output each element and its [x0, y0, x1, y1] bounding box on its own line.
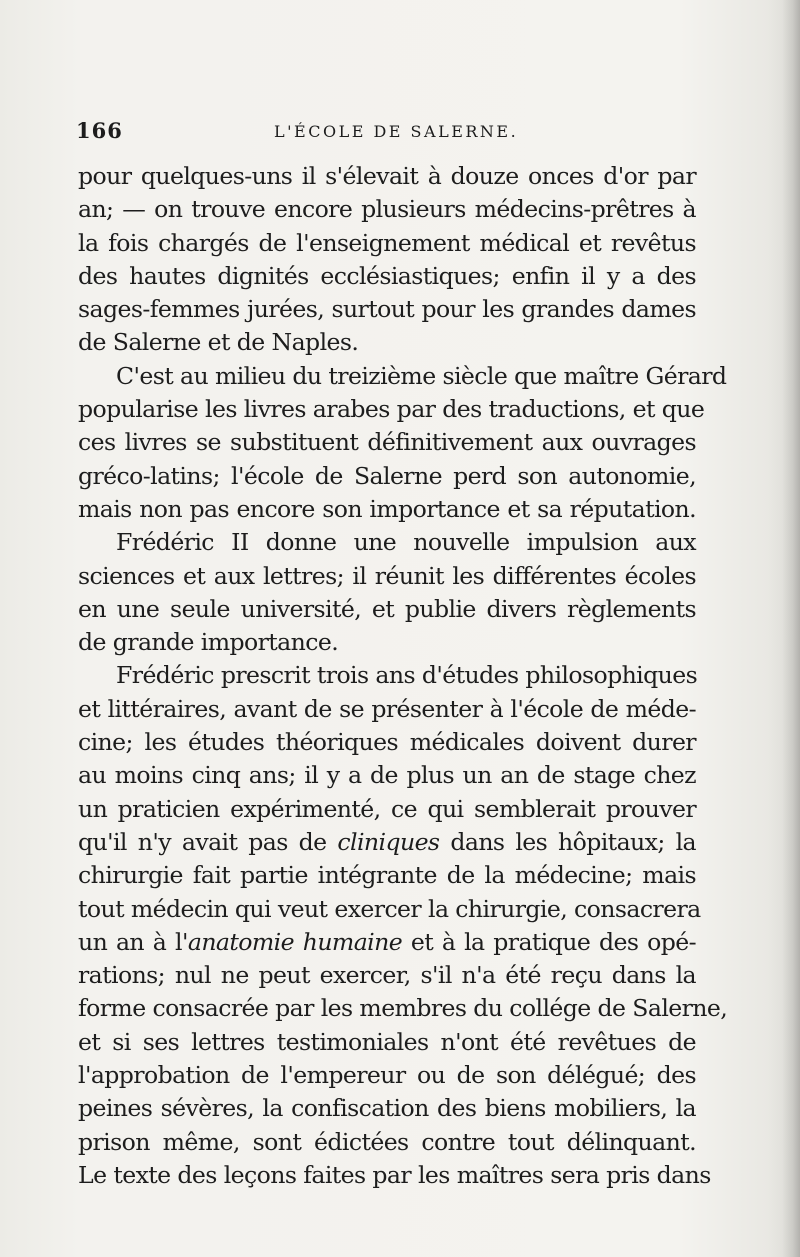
text-line: an; — on trouve encore plusieurs médecins-prêtres à [78, 195, 696, 224]
text-line: et littéraires, avant de se présenter à l'école de méde- [78, 694, 696, 723]
text-fragment: dans les hôpitaux; la [439, 827, 696, 856]
text-fragment: qu'il n'y avait pas de [78, 827, 338, 856]
text-line: tout médecin qui veut exercer la chirurgie, consacrera [78, 894, 701, 923]
text-line-with-italic [78, 926, 696, 959]
text-line: la fois chargés de l'enseignement médical et revêtus [78, 228, 696, 257]
text-line: sciences et aux lettres; il réunit les différentes écoles [78, 561, 696, 590]
paragraph-2 [78, 360, 727, 526]
text-line: chirurgie fait partie intégrante de la médecine; mais [78, 861, 696, 890]
text-line: gréco-latins; l'école de Salerne perd son autonomie, [78, 461, 696, 490]
text-fragment: un an à l' [78, 927, 188, 956]
text-line: Le texte des leçons faites par les maîtres sera pris dans [78, 1160, 711, 1189]
text-line: un praticien expérimenté, ce qui semblerait prouver [78, 794, 696, 823]
text-line: mais non pas encore son importance et sa réputation. [78, 494, 696, 523]
page-gutter-shadow [782, 0, 800, 1257]
paragraph-1 [78, 160, 696, 360]
paragraph-3 [78, 526, 696, 659]
paragraph-4 [78, 659, 728, 1192]
text-line: Frédéric II donne une nouvelle impulsion aux [116, 528, 696, 557]
text-line: cine; les études théoriques médicales doivent durer [78, 728, 696, 757]
text-line: au moins cinq ans; il y a de plus un an de stage chez [78, 761, 696, 790]
text-fragment: et à la pratique des opé- [402, 927, 696, 956]
text-line: l'approbation de l'empereur ou de son délégué; des [78, 1061, 696, 1090]
italic-term-anatomie-humaine: anatomie humaine [187, 927, 403, 956]
text-line: de grande importance. [78, 628, 339, 657]
text-line: prison même, sont édictées contre tout délinquant. [78, 1127, 696, 1156]
italic-term-cliniques: cliniques [337, 827, 440, 856]
running-title: L'ÉCOLE DE SALERNE. [274, 122, 519, 141]
text-line: des hautes dignités ecclésiastiques; enfin il y a des [78, 261, 696, 290]
text-line: pour quelques-uns il s'élevait à douze onces d'or par [78, 162, 696, 190]
text-line: ces livres se substituent définitivement aux ouvrages [78, 428, 696, 457]
text-line: C'est au milieu du treizième siècle que maître Gérard [116, 361, 727, 390]
text-line: et si ses lettres testimoniales n'ont été revêtues de [78, 1027, 696, 1056]
page-header [74, 118, 696, 154]
text-line: Frédéric prescrit trois ans d'études philosophiques [116, 661, 698, 690]
text-line: en une seule université, et publie divers règlements [78, 594, 696, 623]
text-line: de Salerne et de Naples. [78, 328, 359, 357]
text-line: rations; nul ne peut exercer, s'il n'a été reçu dans la [78, 961, 696, 990]
text-line: peines sévères, la confiscation des biens mobiliers, la [78, 1094, 696, 1123]
text-line-with-italic [78, 826, 696, 859]
text-line: forme consacrée par les membres du collége de Salerne, [78, 994, 728, 1023]
page-number: 166 [76, 118, 123, 143]
text-line: sages-femmes jurées, surtout pour les grandes dames [78, 295, 696, 324]
body-text [78, 160, 728, 1192]
text-line: popularise les livres arabes par des traductions, et que [78, 395, 705, 424]
